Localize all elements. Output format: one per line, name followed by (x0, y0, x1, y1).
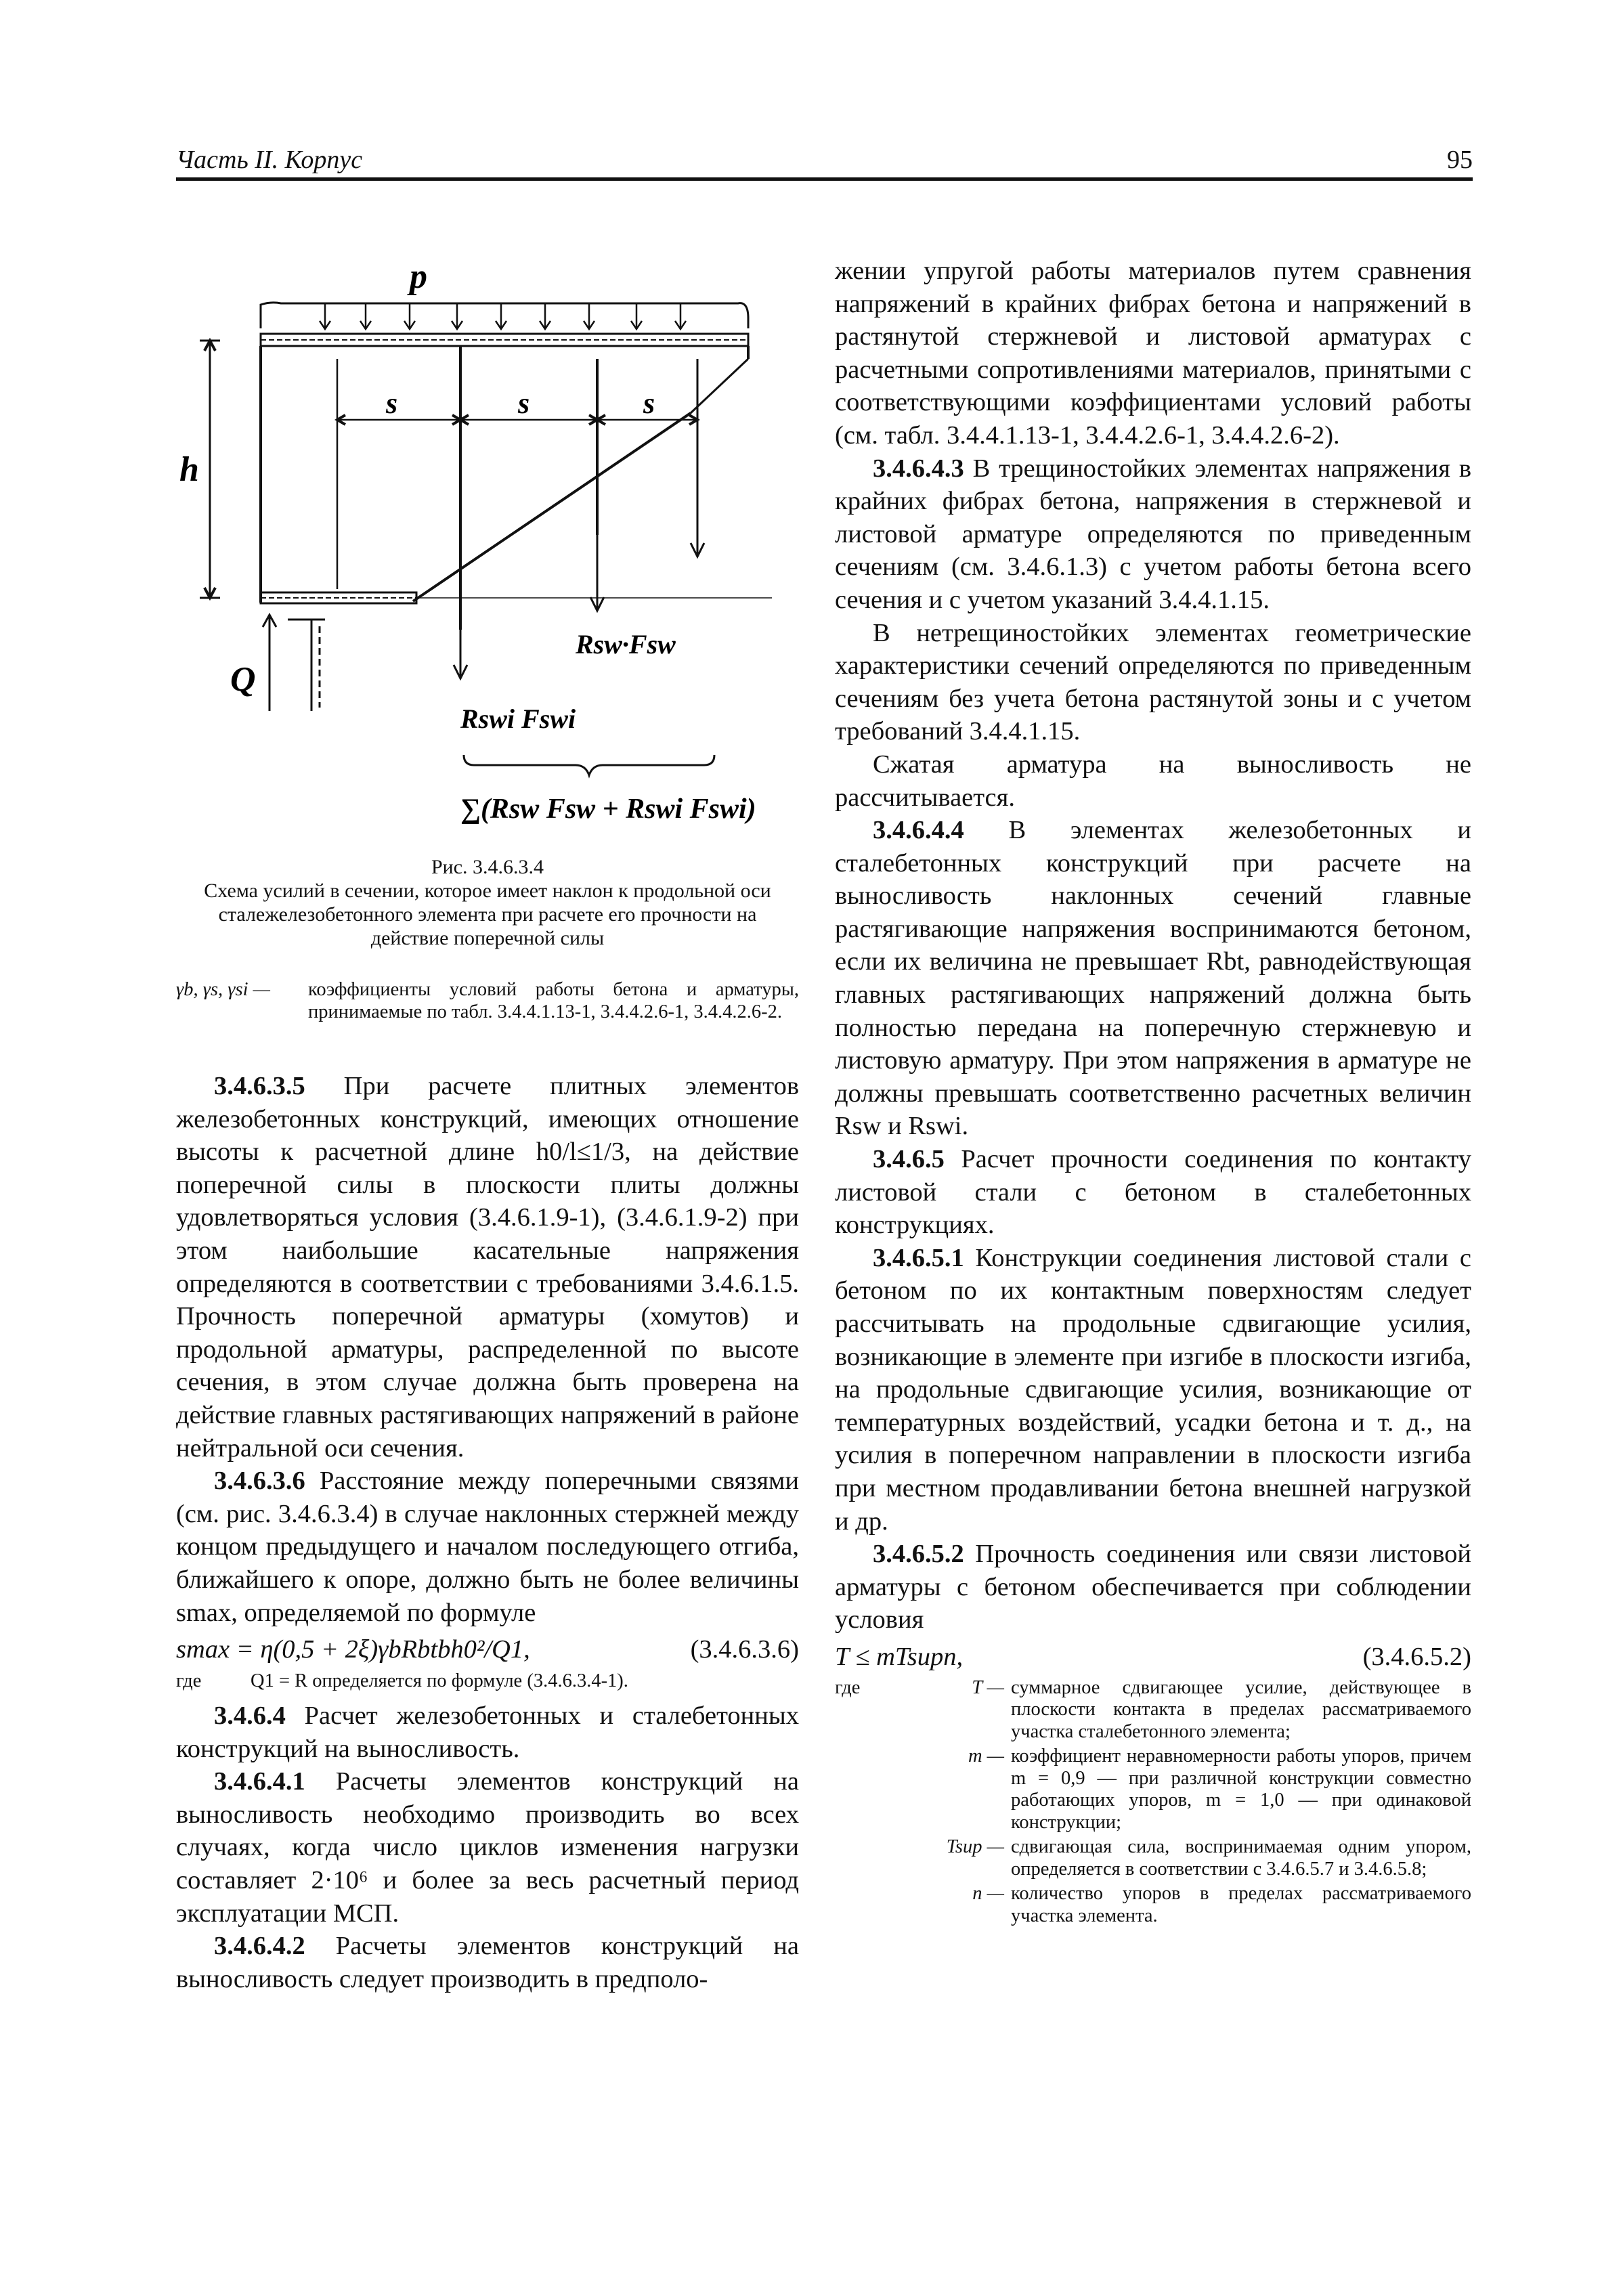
definition-term: m — (968, 1746, 1004, 1767)
para-3-4-6-4-3 (835, 452, 1471, 617)
para-text: При расчете плитных элементов железобетонных конструкций, имеющих отношение высоты к расчетной длине h0/l≤1/3, на действие поперечной силы в плоскости плиты должны удовлетворяться условия (3.4.6.1.9-1), (3.4.6.1.9-2) при этом наибольшие касательные напряжения определяются в соответствии с требованиями 3.4.6.1.5. Прочность поперечной арматуры (хомутов) и продольной арматуры, распределенной по высоте сечения, в этом случае должна быть проверена на действие главных растягивающих напряжений в районе нейтральной оси сечения. (176, 1072, 799, 1463)
para-compressed: Сжатая арматура на выносливость не рассчитывается. (835, 750, 1471, 812)
formula-number: (3.4.6.3.6) (690, 1635, 799, 1664)
section-number: 3.4.6.4.3 (873, 454, 964, 483)
definition-item (835, 1677, 1471, 1743)
definition-text: сдвигающая сила, воспринимаемая одним упором, определяется в соответствии с 3.4.6.5.7 и 3.4.6.5.8; (1011, 1836, 1471, 1880)
formula-3-4-6-3-6 (176, 1629, 799, 1670)
definition-term: T — (972, 1676, 1004, 1698)
label-s-1: s (386, 387, 398, 420)
para-text: Расчеты элементов конструкций на выносливость следует производить в предполо- (176, 1932, 799, 1993)
gamma-def: коэффициенты условий работы бетона и арматуры, принимаемые по табл. 3.4.4.1.13-1, 3.4.4.2.6-1, 3.4.4.2.6-2. (308, 979, 799, 1022)
caption-text: Схема усилий в сечении, которое имеет наклон к продольной оси сталежелезобетонного элемента при расчете его прочности на действие поперечной силы (204, 880, 771, 949)
section-number: 3.4.6.5.2 (873, 1540, 964, 1569)
label-q: Q (230, 660, 256, 699)
label-rswi-fswi: Rswi Fswi (460, 703, 576, 734)
para-non-crack: В нетрещиностойких элементах геометрические характеристики сечений определяются по приведенным сечениям без учета бетона растянутой зоны и с учетом требований 3.4.4.1.15. (835, 618, 1471, 746)
definition-text: суммарное сдвигающее усилие, действующее в плоскости контакта в пределах рассматриваемого участка сталебетонного элемента; (1011, 1676, 1471, 1742)
definition-text: количество упоров в пределах рассматриваемого участка элемента. (1011, 1883, 1471, 1926)
section-number: 3.4.6.4.1 (214, 1767, 305, 1796)
label-p: p (410, 257, 427, 296)
page-header (176, 144, 1473, 177)
para-3-4-6-4-4 (835, 814, 1471, 1143)
gamma-definitions (176, 978, 799, 1023)
para-3-4-6-5-2 (835, 1538, 1471, 1637)
para-text: Расчет железобетонных и сталебетонных конструкций на выносливость. (176, 1702, 799, 1763)
label-s-3: s (643, 387, 655, 420)
section-number: 3.4.6.4 (214, 1702, 286, 1731)
definition-term: Tsup — (946, 1836, 1004, 1858)
para-3-4-6-4 (176, 1699, 799, 1765)
definition-item (835, 1883, 1471, 1927)
caption-title: Рис. 3.4.6.3.4 (431, 856, 544, 878)
para-3-4-6-3-5 (176, 1070, 799, 1465)
para-3-4-6-4-2 (176, 1930, 799, 1995)
definition-item (835, 1746, 1471, 1834)
section-number: 3.4.6.5 (873, 1145, 945, 1174)
where-word: где (176, 1670, 202, 1692)
formula-number: (3.4.6.5.2) (1362, 1642, 1471, 1671)
definition-text: коэффициент неравномерности работы упоров, причем m = 0,9 — при различной конструкции совместно работающих упоров, m = 1,0 — при одинаковой конструкции; (1011, 1746, 1471, 1833)
section-number: 3.4.6.5.1 (873, 1243, 964, 1272)
para-text: В элементах железобетонных и сталебетонных конструкций при расчете на выносливость наклонных сечений главные растягивающие напряжения воспринимаются бетоном, если их величина не превышает Rbt, равнодействующая главных растягивающих напряжений должна быть полностью передана на поперечную стержневую и листовую арматуру. При этом напряжения в арматуре не должны превышать соответственно расчетных величин Rsw и Rswi. (835, 816, 1471, 1141)
para-text: В трещиностойких элементах напряжения в крайних фибрах бетона, напряжения в стержневой и листовой арматуре определяются по приведенным сечениям (см. 3.4.6.1.3) с учетом работы бетона всего сечения и с учетом указаний 3.4.4.1.15. (835, 454, 1471, 614)
para-text: Расчеты элементов конструкций на выносливость необходимо производить во всех случаях, когда число циклов изменения нагрузки составляет 2·10⁶ и более за весь расчетный период эксплуатации МСП. (176, 1767, 799, 1928)
running-title: Часть II. Корпус (176, 146, 363, 174)
para-3-4-6-4-1 (176, 1765, 799, 1930)
gamma-term: γb, γs, γsi — (176, 979, 271, 1000)
para-3-4-6-5 (835, 1143, 1471, 1242)
definition-list (835, 1677, 1471, 1928)
para-text: Конструкции соединения листовой стали с бетоном по их контактным поверхностям следует рассчитывать на продольные сдвигающие усилия, возникающие в элементе при изгибе в плоскости изгиба, на продольные сдвигающие усилия, возникающие от температурных воздействий, усадки бетона и т. д., на усилия в поперечном направлении в плоскости изгиба при местном продавливании бетона внешней нагрузкой и др. (835, 1243, 1471, 1536)
formula-3-4-6-5-2 (835, 1637, 1471, 1677)
definition-item (835, 1836, 1471, 1880)
where-def: Q1 = R определяется по формуле (3.4.6.3.4-1). (251, 1670, 628, 1692)
para-text: Расчет прочности соединения по контакту листовой стали с бетоном в сталебетонных конструкциях. (835, 1145, 1471, 1240)
para-3-4-6-5-1 (835, 1242, 1471, 1538)
para-3-4-6-3-6 (176, 1465, 799, 1629)
header-rule (176, 177, 1473, 181)
para-text: Расстояние между поперечными связями (см. рис. 3.4.6.3.4) в случае наклонных стержней между концом предыдущего и началом последующего отгиба, ближайшего к опоре, должно быть не более величины smax, определяемой по формуле (176, 1467, 799, 1627)
label-s-2: s (518, 387, 530, 420)
section-number: 3.4.6.3.5 (214, 1072, 305, 1100)
figure-caption (176, 855, 799, 950)
definition-term: n — (972, 1883, 1004, 1905)
where-clause (176, 1670, 799, 1693)
section-number: 3.4.6.4.4 (873, 816, 964, 845)
formula-text: smax = η(0,5 + 2ξ)γbRbtbh0²/Q1, (176, 1635, 530, 1664)
section-number: 3.4.6.3.6 (214, 1467, 305, 1496)
force-diagram (176, 251, 799, 846)
right-column (835, 255, 1471, 1930)
para-text: Прочность соединения или связи листовой арматуры с бетоном обеспечивается при соблюдении условия (835, 1540, 1471, 1634)
para-continuation: жении упругой работы материалов путем сравнения напряжений в крайних фибрах бетона и напряжений в растянутой стержневой и листовой арматурах с расчетными сопротивлениями материалов, принятыми с соответствующими коэффициентами условий работы (см. табл. 3.4.4.1.13-1, 3.4.4.2.6-1, 3.4.4.2.6-2). (835, 257, 1471, 450)
label-h: h (179, 450, 199, 489)
left-column (176, 1070, 799, 1995)
where-word: где (835, 1676, 861, 1698)
section-number: 3.4.6.4.2 (214, 1932, 305, 1961)
page-number: 95 (1447, 146, 1473, 174)
label-rsw-fsw: Rsw·Fsw (576, 629, 676, 659)
label-sum: ∑(Rsw Fsw + Rswi Fswi) (460, 794, 756, 825)
formula-text: T ≤ mTsupn, (835, 1642, 964, 1671)
